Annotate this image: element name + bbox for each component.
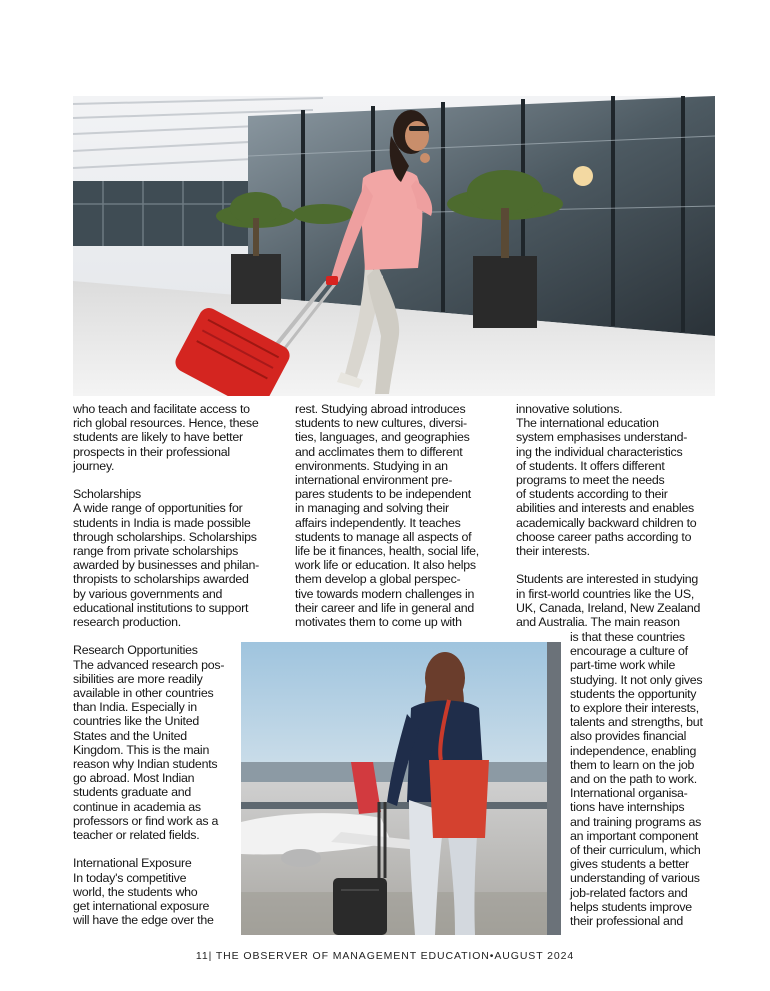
- text-line: students to manage all aspects of: [295, 529, 472, 544]
- text-line: system emphasises understand-: [516, 430, 688, 445]
- text-line: of their curriculum, which: [570, 843, 701, 858]
- text-line: in first-world countries like the US,: [516, 586, 695, 601]
- text-line: continue in academia as: [73, 799, 201, 814]
- text-line: rest. Studying abroad introduces: [295, 402, 466, 416]
- text-line: through scholarships. Scholarships: [73, 529, 257, 544]
- issue-date: AUGUST 2024: [494, 950, 575, 962]
- text-line: thropists to scholarships awarded: [73, 572, 249, 587]
- text-line: The advanced research pos-: [73, 657, 225, 672]
- text-line: international environment pre-: [295, 473, 453, 488]
- text-line: of students. It offers different: [516, 458, 665, 473]
- text-line: work life or education. It also helps: [295, 558, 476, 573]
- text-line: professors or find work as a: [73, 813, 219, 828]
- text-line: sibilities are more readily: [73, 671, 203, 686]
- text-line: The international education: [516, 416, 659, 431]
- footer-dot: •: [489, 950, 495, 962]
- text-line: and Australia. The main reason: [516, 615, 680, 630]
- text-line: independence, enabling: [570, 743, 697, 758]
- text-line: students in India is made possible: [73, 515, 251, 530]
- scholarships-paragraph: [73, 501, 273, 629]
- text-line: by various governments and: [73, 586, 223, 601]
- text-line: available in other countries: [73, 686, 214, 701]
- text-line: Students are interested in studying: [516, 572, 699, 587]
- text-line: affairs independently. It teaches: [295, 515, 461, 530]
- text-line: than India. Especially in: [73, 700, 197, 715]
- text-line: an important component: [570, 828, 699, 843]
- text-line: rich global resources. Hence, these: [73, 416, 259, 431]
- text-line: students are likely to have better: [73, 430, 243, 445]
- text-line: motivates them to come up with: [295, 615, 462, 630]
- text-line: world, the students who: [73, 884, 198, 899]
- text-line: part-time work while: [570, 658, 676, 673]
- text-line: understanding of various: [570, 871, 700, 886]
- text-line: them develop a global perspec-: [295, 572, 461, 587]
- woman-with-red-suitcase-illustration: [73, 96, 715, 396]
- text-line: and training programs as: [570, 814, 702, 829]
- traveller-at-window-illustration: [241, 642, 561, 935]
- text-line: environments. Studying in an: [295, 458, 448, 473]
- text-line: their career and life in general and: [295, 600, 475, 615]
- text-line: to explore their interests,: [570, 701, 699, 716]
- text-line: helps students improve: [570, 899, 692, 914]
- text-line: academically backward children to: [516, 515, 697, 530]
- text-line: studying. It not only gives: [570, 672, 703, 687]
- text-line: A wide range of opportunities for: [73, 501, 243, 516]
- text-line: States and the United: [73, 728, 187, 743]
- text-line: awarded by businesses and philan-: [73, 558, 259, 573]
- text-line: and on the path to work.: [570, 772, 697, 787]
- text-line: Kingdom. This is the main: [73, 742, 210, 757]
- col1-intro: [73, 402, 273, 473]
- footer-separator: |: [208, 950, 213, 962]
- text-line: and acclimates them to different: [295, 444, 463, 459]
- text-line: abilities and interests and enables: [516, 501, 694, 516]
- text-line: educational institutions to support: [73, 600, 249, 615]
- text-line: UK, Canada, Ireland, New Zealand: [516, 600, 701, 615]
- text-line: encourage a culture of: [570, 644, 688, 659]
- text-line: ing the individual characteristics: [516, 444, 683, 459]
- text-line: prospects in their professional: [73, 444, 230, 459]
- text-line: go abroad. Most Indian: [73, 771, 195, 786]
- research-paragraph: [73, 658, 273, 843]
- text-line: countries like the United: [73, 714, 199, 729]
- text-line: In today's competitive: [73, 870, 187, 885]
- text-line: their interests.: [516, 544, 590, 559]
- text-line: range from private scholarships: [73, 544, 239, 559]
- text-line: them to learn on the job: [570, 757, 695, 772]
- text-line: tions have internships: [570, 800, 685, 815]
- text-line: is that these countries: [570, 630, 685, 644]
- text-line: choose career paths according to: [516, 529, 692, 544]
- text-line: will have the edge over the: [73, 913, 214, 928]
- text-line: students graduate and: [73, 785, 192, 800]
- text-line: ties, languages, and geographies: [295, 430, 470, 445]
- text-line: teacher or related fields.: [73, 828, 200, 843]
- text-line: students the opportunity: [570, 686, 697, 701]
- column-1: [73, 402, 273, 927]
- text-line: in managing and solving their: [295, 501, 449, 516]
- text-line: International organisa-: [570, 786, 688, 801]
- text-line: students to new cultures, diversi-: [295, 416, 467, 431]
- page-number: 11: [195, 950, 209, 962]
- text-line: innovative solutions.: [516, 402, 623, 416]
- column-3-continued: [570, 630, 716, 928]
- text-line: get international exposure: [73, 899, 210, 914]
- text-line: their professional and: [570, 914, 683, 929]
- text-line: tive towards modern challenges in: [295, 586, 475, 601]
- text-line: journey.: [73, 458, 115, 473]
- text-line: research production.: [73, 615, 181, 630]
- research-heading: Research Opportunities: [73, 643, 198, 658]
- scholarships-heading: Scholarships: [73, 487, 141, 502]
- text-line: life be it finances, health, social life,: [295, 544, 479, 559]
- text-line: reason why Indian students: [73, 757, 218, 772]
- top-photo: [73, 96, 715, 396]
- text-line: programs to meet the needs: [516, 473, 665, 488]
- text-line: of students according to their: [516, 487, 668, 502]
- bottom-photo: [241, 642, 561, 935]
- text-line: who teach and facilitate access to: [73, 402, 250, 416]
- publication-name: THE OBSERVER OF MANAGEMENT EDUCATION: [215, 950, 490, 962]
- text-line: pares students to be independent: [295, 487, 471, 502]
- column-3: [516, 402, 716, 629]
- exposure-heading: International Exposure: [73, 856, 192, 871]
- text-line: gives students a better: [570, 857, 689, 872]
- text-line: talents and strengths, but: [570, 715, 703, 730]
- text-line: job-related factors and: [570, 885, 688, 900]
- page-footer: [0, 950, 770, 962]
- column-2: [295, 402, 500, 629]
- exposure-paragraph: [73, 871, 273, 928]
- text-line: also provides financial: [570, 729, 687, 744]
